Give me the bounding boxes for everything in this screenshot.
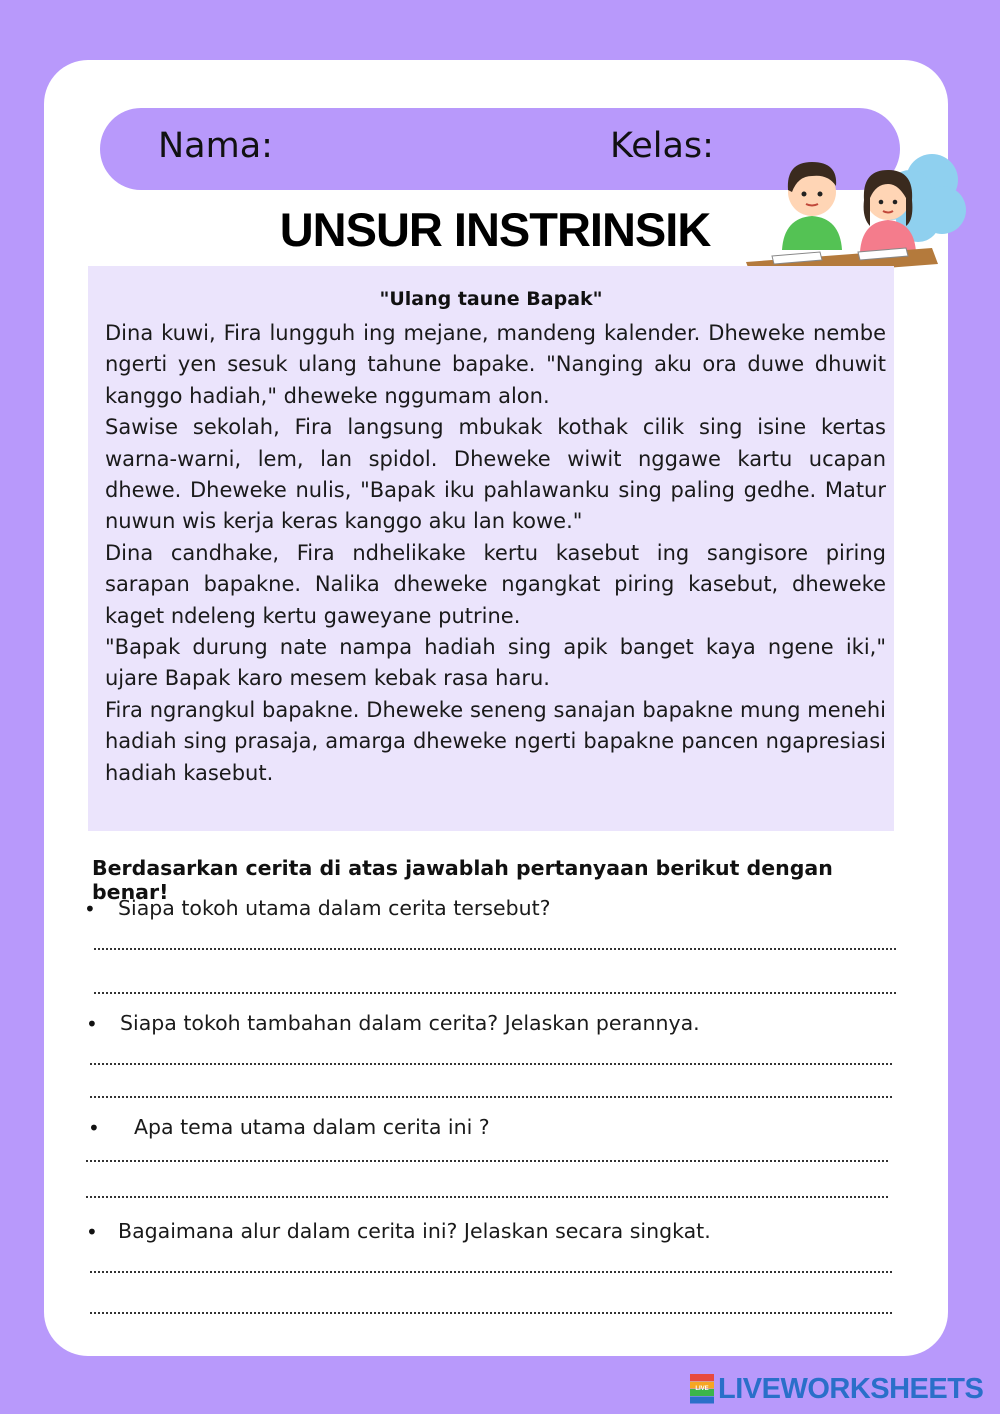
- story-paragraph: "Bapak durung nate nampa hadiah sing apik banget kaya ngene iki," ujare Bapak karo mesem kebak rasa haru.: [105, 635, 886, 691]
- bullet-icon: •: [88, 1116, 100, 1140]
- question-2-text: Siapa tokoh tambahan dalam cerita? Jelaskan perannya.: [120, 1011, 700, 1035]
- answer-4-line-1[interactable]: [90, 1271, 892, 1273]
- bullet-icon: •: [86, 1220, 98, 1244]
- live-logo-icon: [690, 1374, 714, 1404]
- question-4-text: Bagaimana alur dalam cerita ini? Jelaskan secara singkat.: [118, 1219, 711, 1243]
- answer-3-line-2[interactable]: [86, 1196, 888, 1198]
- bullet-icon: •: [86, 1012, 98, 1036]
- story-paragraph: Fira ngrangkul bapakne. Dheweke seneng sanajan bapakne mung menehi hadiah sing prasaja, amarga dheweke ngerti bapakne pancen ngapresiasi hadiah kasebut.: [105, 697, 886, 785]
- bullet-icon: •: [84, 897, 96, 921]
- answer-3-line-1[interactable]: [86, 1160, 888, 1162]
- answer-4-line-2[interactable]: [90, 1312, 892, 1314]
- question-3-text: Apa tema utama dalam cerita ini ?: [134, 1115, 490, 1139]
- answer-1-line-1[interactable]: [94, 948, 896, 950]
- class-label: Kelas:: [610, 126, 714, 166]
- story-paragraph: Dina candhake, Fira ndhelikake kertu kasebut ing sangisore piring sarapan bapakne. Nalika dheweke ngangkat piring kasebut, dheweke kaget ndeleng kertu gaweyane putrine.: [105, 540, 886, 628]
- answer-2-line-1[interactable]: [90, 1063, 892, 1065]
- story-title: "Ulang taune Bapak": [379, 288, 603, 310]
- answer-2-line-2[interactable]: [90, 1096, 892, 1098]
- instruction-text: Berdasarkan cerita di atas jawablah pertanyaan berikut dengan benar!: [92, 856, 833, 904]
- brand-name: LIVEWORKSHEETS: [718, 1372, 984, 1405]
- name-label: Nama:: [158, 126, 273, 166]
- logo-letters: LIVE: [695, 1386, 709, 1392]
- story-paragraph: Dina kuwi, Fira lungguh ing mejane, mandeng kalender. Dheweke nembe ngerti yen sesuk ulang tahune bapake. "Nanging aku ora duwe dhuwit kanggo hadiah," dheweke nggumam alon.: [105, 321, 886, 408]
- liveworksheets-logo[interactable]: [690, 1372, 983, 1406]
- worksheet-title: UNSUR INSTRINSIK: [279, 203, 711, 256]
- story-paragraph: Sawise sekolah, Fira langsung mbukak kothak cilik sing isine kertas warna-warni, lem, lan spidol. Dheweke wiwit nggawe kartu ucapan dhewe. Dheweke nulis, "Bapak iku pahlawanku sing paling gedhe. Matur nuwun wis kerja keras kanggo aku lan kowe.": [105, 415, 886, 534]
- question-1-text: Siapa tokoh utama dalam cerita tersebut?: [118, 896, 551, 920]
- answer-1-line-2[interactable]: [94, 992, 896, 994]
- story-text: [105, 318, 886, 789]
